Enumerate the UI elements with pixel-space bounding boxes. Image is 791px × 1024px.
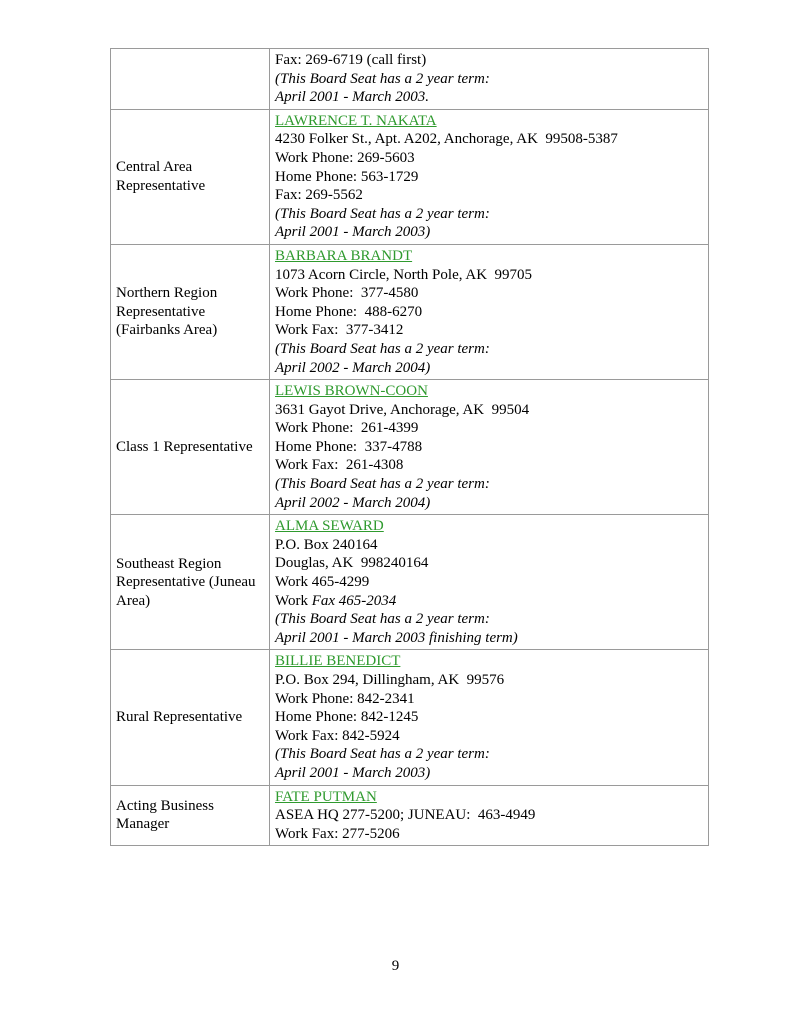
member-name-line: [275, 652, 703, 671]
info-cell: [270, 244, 709, 379]
info-cell: [270, 515, 709, 650]
table-row: [111, 785, 709, 846]
info-text-segment: Fax 465-2034: [311, 592, 397, 609]
member-link[interactable]: LAWRENCE T. NAKATA: [275, 112, 437, 129]
info-line: (This Board Seat has a 2 year term:: [275, 611, 490, 628]
info-cell: [270, 650, 709, 785]
board-table-body: [111, 49, 709, 846]
info-line: Home Phone: 337-4788: [275, 438, 423, 455]
table-row: [111, 515, 709, 650]
page-number: 9: [391, 958, 400, 974]
info-line: Douglas, AK 998240164: [275, 555, 429, 572]
info-line: 1073 Acorn Circle, North Pole, AK 99705: [275, 266, 533, 283]
info-line: Fax: 269-6719 (call first): [275, 52, 427, 68]
info-line: Work Phone: 377-4580: [275, 285, 419, 302]
role-cell: Class 1 Representative: [111, 380, 270, 515]
table-row: [111, 650, 709, 785]
info-cell: [270, 109, 709, 244]
info-line: Home Phone: 488-6270: [275, 303, 423, 320]
info-line: (This Board Seat has a 2 year term:: [275, 476, 490, 493]
info-line: Home Phone: 842-1245: [275, 709, 419, 726]
member-name-line: [275, 517, 703, 536]
table-row: [111, 49, 709, 110]
member-link[interactable]: ALMA SEWARD: [275, 518, 384, 535]
info-line: Work Fax: 842-5924: [275, 727, 400, 744]
info-line: P.O. Box 294, Dillingham, AK 99576: [275, 672, 505, 688]
info-line: 4230 Folker St., Apt. A202, Anchorage, AK 99508-5387: [275, 131, 618, 148]
info-line: ASEA HQ 277-5200; JUNEAU: 463-4949: [275, 807, 536, 824]
info-line: April 2001 - March 2003): [275, 224, 431, 241]
info-line: April 2001 - March 2003.: [275, 89, 430, 106]
info-line: Work Phone: 842-2341: [275, 690, 415, 707]
info-line: April 2001 - March 2003): [275, 764, 431, 781]
member-name-line: [275, 112, 703, 131]
role-cell: Southeast Region Representative (Juneau Area): [111, 515, 270, 650]
member-name-line: [275, 788, 703, 807]
info-line: Work Phone: 269-5603: [275, 149, 415, 166]
info-cell: [270, 380, 709, 515]
info-line: [275, 592, 703, 611]
info-line: Work 465-4299: [275, 574, 370, 591]
member-link[interactable]: LEWIS BROWN-COON: [275, 383, 428, 400]
board-members-table: [110, 48, 709, 846]
role-cell: Acting Business Manager: [111, 785, 270, 846]
info-line: 3631 Gayot Drive, Anchorage, AK 99504: [275, 401, 530, 418]
member-name-line: [275, 247, 703, 266]
table-row: [111, 109, 709, 244]
member-link[interactable]: FATE PUTMAN: [275, 788, 377, 805]
member-name-line: [275, 382, 703, 401]
info-line: (This Board Seat has a 2 year term:: [275, 746, 490, 763]
member-link[interactable]: BILLIE BENEDICT: [275, 653, 401, 670]
info-line: April 2001 - March 2003 finishing term): [275, 629, 518, 646]
info-line: Work Phone: 261-4399: [275, 420, 419, 437]
role-cell: Central Area Representative: [111, 109, 270, 244]
role-cell: [111, 49, 270, 110]
info-line: Work Fax: 277-5206: [275, 825, 400, 842]
role-cell: Rural Representative: [111, 650, 270, 785]
info-line: P.O. Box 240164: [275, 536, 378, 553]
info-line: Fax: 269-5562: [275, 187, 363, 204]
role-cell: Northern Region Representative (Fairbanks Area): [111, 244, 270, 379]
info-line: Home Phone: 563-1729: [275, 168, 419, 185]
info-line: Work Fax: 261-4308: [275, 457, 404, 474]
member-link[interactable]: BARBARA BRANDT: [275, 247, 413, 264]
info-line: April 2002 - March 2004): [275, 494, 431, 511]
info-line: April 2002 - March 2004): [275, 359, 431, 376]
info-line: Work Fax: 377-3412: [275, 322, 404, 339]
info-text-segment: Work: [275, 592, 312, 609]
info-line: (This Board Seat has a 2 year term:: [275, 340, 490, 357]
info-cell: [270, 49, 709, 110]
table-row: [111, 244, 709, 379]
info-line: (This Board Seat has a 2 year term:: [275, 70, 490, 87]
info-cell: [270, 785, 709, 846]
table-row: [111, 380, 709, 515]
info-line: (This Board Seat has a 2 year term:: [275, 205, 490, 222]
